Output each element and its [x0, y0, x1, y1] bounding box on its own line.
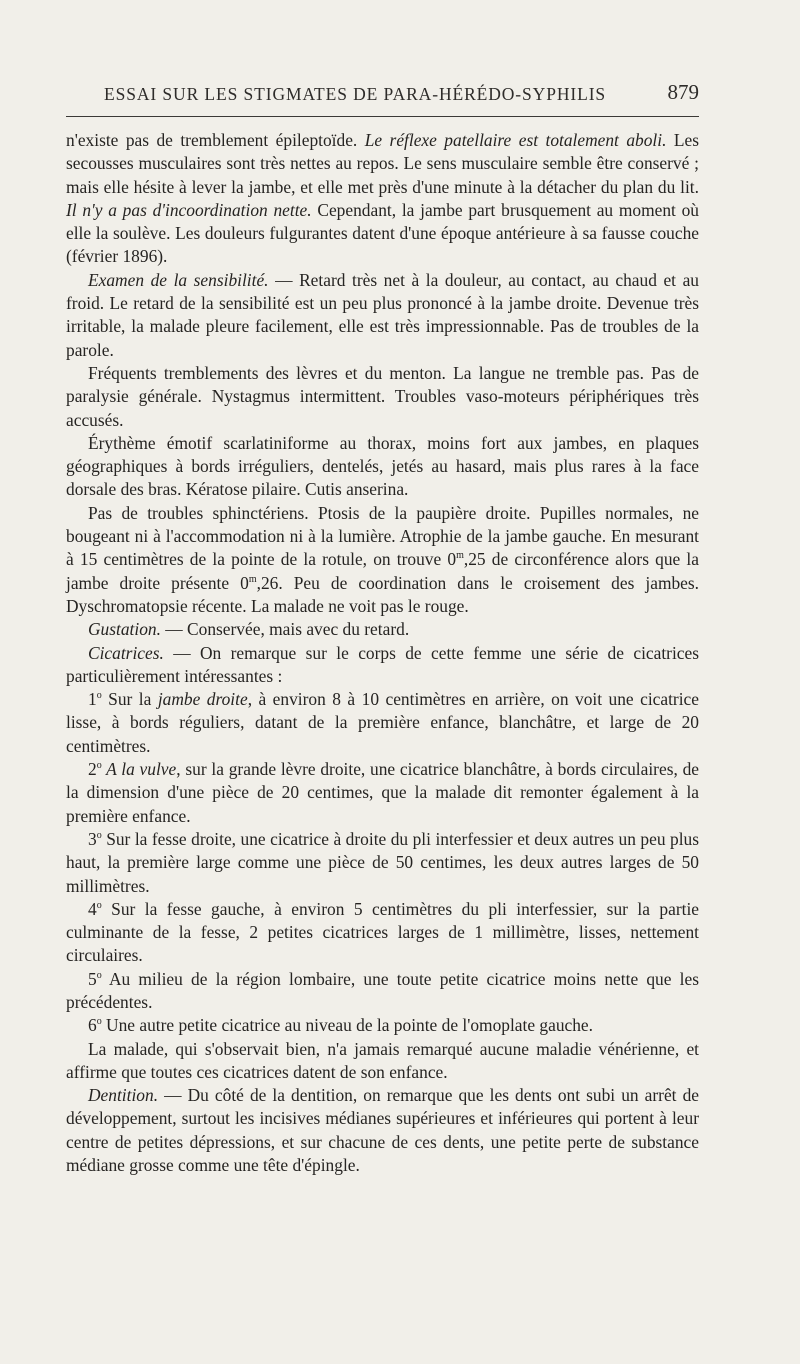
- text-run: Pas de troubles sphinctériens. Ptosis de la paupière droite. Pupilles normales, ne bougeant ni à l'accommodation ni à la lumière. Atrophie de la jambe gauche. En mesurant à 15 centimètres de la pointe de la rotule, on trouve 0: [66, 502, 699, 570]
- list-item-3: [66, 828, 699, 898]
- page-number: 879: [667, 80, 699, 104]
- section-label: Gustation.: [88, 619, 161, 640]
- book-page: [66, 76, 699, 1177]
- text-run: — Conservée, mais avec du retard.: [160, 619, 410, 640]
- paragraph-tremblements-levres: [66, 362, 699, 432]
- text-run: ,25 de circonférence alors que la jambe droite présente 0: [66, 549, 699, 593]
- superscript: o: [96, 900, 102, 911]
- superscript: m: [456, 550, 464, 562]
- text-run: Fréquents tremblements des lèvres et du menton. La langue ne tremble pas. Pas de paralysie générale. Nystagmus intermittent. Troubles vaso-moteurs périphériques très accusés.: [66, 362, 699, 430]
- text-run: Les secousses musculaires sont très nettes au repos. Le sens musculaire semble être conservé ; mais elle hésite à lever la jambe, et elle met près d'une minute à la détacher du plan du lit.: [66, 130, 699, 197]
- paragraph-tremblement: [66, 129, 699, 269]
- text-run: n'existe pas de tremblement épileptoïde.: [66, 130, 365, 150]
- list-item-5: [66, 968, 699, 1015]
- superscript: o: [96, 690, 102, 702]
- text-run: Sur la: [101, 689, 158, 710]
- paragraph-malade: [66, 1038, 699, 1085]
- italic-run: jambe droite: [157, 689, 248, 710]
- text-run: Cependant, la jambe part brusquement au moment où elle la soulève. Les douleurs fulgurantes datent d'une époque antérieure à sa fausse couche (février 1896).: [66, 199, 699, 267]
- item-number: 5: [88, 968, 97, 989]
- item-number: 6: [88, 1015, 97, 1036]
- section-label: Dentition.: [88, 1085, 159, 1106]
- running-title: ESSAI SUR LES STIGMATES DE PARA-HÉRÉDO-SYPHILIS: [104, 84, 607, 104]
- item-number: 3: [88, 828, 97, 849]
- paragraph-gustation: [66, 618, 699, 641]
- section-label: Cicatrices.: [88, 642, 164, 663]
- list-item-4: [66, 898, 699, 968]
- body-text: [66, 129, 699, 1177]
- superscript: o: [96, 760, 102, 772]
- list-item-1: [66, 688, 699, 758]
- superscript: o: [96, 1016, 102, 1028]
- item-number: 1: [88, 689, 97, 710]
- text-run: La malade, qui s'observait bien, n'a jamais remarqué aucune maladie vénérienne, et affirme que toutes ces cicatrices datent de son enfance.: [66, 1038, 699, 1082]
- superscript: o: [96, 969, 102, 981]
- text-run: Sur la fesse gauche, à environ 5 centimètres du pli interfessier, sur la partie culminante de la fesse, 2 petites cicatrices larges de 1 millimètre, lisses, nettement circulaires.: [66, 898, 699, 966]
- paragraph-erytheme: [66, 432, 699, 502]
- paragraph-cicatrices: [66, 642, 699, 689]
- text-run: Une autre petite cicatrice au niveau de la pointe de l'omoplate gauche.: [101, 1015, 593, 1036]
- header-rule: [66, 116, 699, 117]
- list-item-6: [66, 1014, 699, 1037]
- text-run: Érythème émotif scarlatiniforme au thorax, moins fort aux jambes, en plaques géographiques à bords irréguliers, dentelés, jetés au hasard, mais plus rares à la face dorsale des bras. Kératose pilaire. Cutis anserina.: [66, 432, 699, 500]
- text-run: — Retard très net à la douleur, au contact, au chaud et au froid. Le retard de la sensibilité est un peu plus prononcé à la jambe droite. Devenue très irritable, la malade pleure facilement, elle est très impressionnable. Pas de troubles de la parole.: [66, 269, 699, 360]
- section-label: Examen de la sensibilité.: [88, 269, 269, 290]
- text-run: — Du côté de la dentition, on remarque que les dents ont subi un arrêt de développement, surtout les incisives médianes supérieures et inférieures qui portent à leur centre de petites dépressions, et sur chacune de ces dents, une petite perte de substance médiane grosse comme une tête d'épingle.: [66, 1085, 699, 1176]
- text-run: , à environ 8 à 10 centimètres en arrière, on voit une cicatrice lisse, à bords réguliers, datant de la première enfance, blanchâtre, et large de 20 centimètres.: [66, 689, 699, 756]
- paragraph-sensibilite: [66, 269, 699, 362]
- superscript: o: [96, 830, 102, 842]
- text-run: ,26. Peu de coordination dans le croisement des jambes. Dyschromatopsie récente. La malade ne voit pas le rouge.: [66, 572, 700, 616]
- item-number: 2: [88, 759, 97, 780]
- text-run: Sur la fesse droite, une cicatrice à droite du pli interfessier et deux autres un peu plus haut, la première large comme une pièce de 50 centimes, les deux autres larges de 50 millimètres.: [66, 828, 699, 896]
- text-run: Au milieu de la région lombaire, une toute petite cicatrice moins nette que les précédentes.: [66, 968, 699, 1012]
- item-number: 4: [88, 898, 97, 919]
- list-item-2: [66, 758, 699, 828]
- paragraph-sphincteriens: [66, 502, 699, 618]
- italic-run: A la vulve: [101, 759, 177, 780]
- page-header: [66, 76, 699, 110]
- italic-run: Le réflexe patellaire est totalement aboli.: [364, 130, 667, 150]
- text-run: — On remarque sur le corps de cette femme une série de cicatrices particulièrement intéressantes :: [66, 642, 699, 686]
- paragraph-dentition: [66, 1084, 699, 1177]
- text-run: , sur la grande lèvre droite, une cicatrice blanchâtre, à bords circulaires, de la dimension d'une pièce de 20 centimes, que la malade dit remonter également à la première enfance.: [66, 759, 700, 826]
- italic-run: Il n'y a pas d'incoordination nette.: [66, 199, 312, 220]
- superscript: m: [248, 573, 257, 585]
